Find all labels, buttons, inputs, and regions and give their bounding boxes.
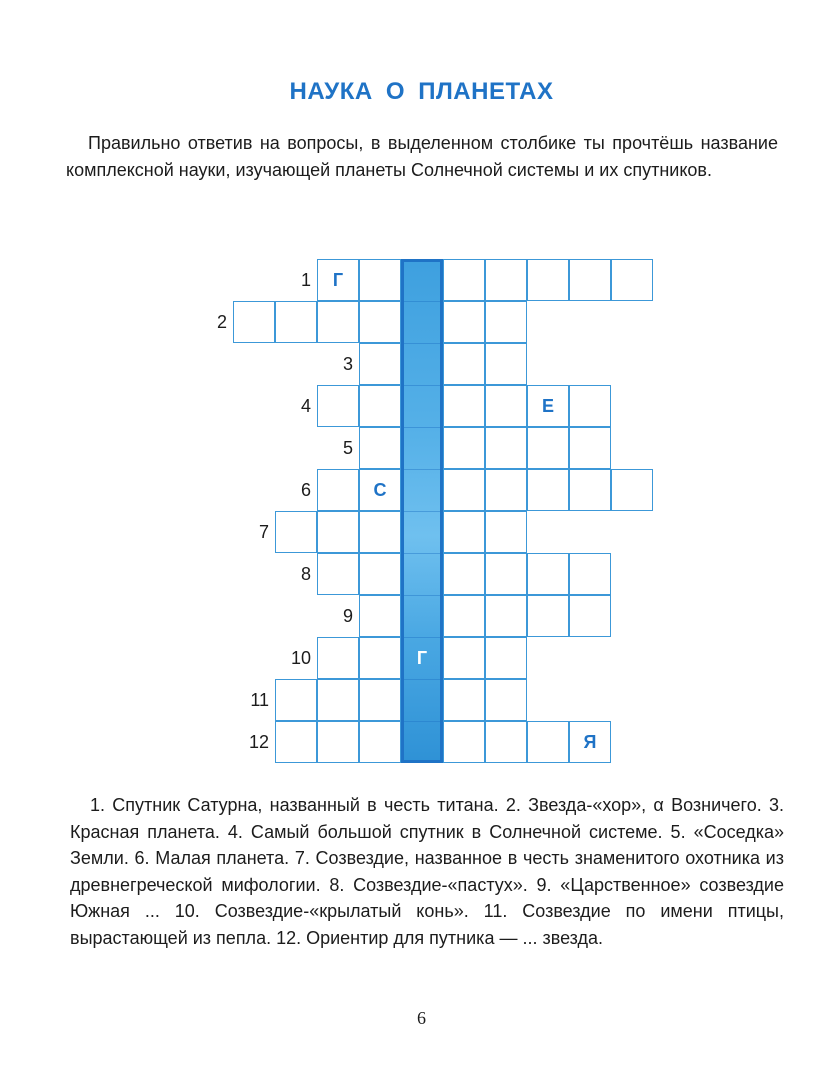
crossword-cell[interactable]: [443, 301, 485, 343]
crossword-cell[interactable]: [569, 595, 611, 637]
crossword-cell[interactable]: [359, 637, 401, 679]
crossword-cell[interactable]: [485, 511, 527, 553]
crossword-cell[interactable]: [569, 385, 611, 427]
row-number-12: 12: [248, 732, 269, 752]
crossword-cell[interactable]: [527, 469, 569, 511]
crossword-cell[interactable]: [569, 427, 611, 469]
row-number-10: 10: [290, 648, 311, 668]
crossword-cell[interactable]: [443, 343, 485, 385]
crossword-cell[interactable]: [443, 637, 485, 679]
column-divider: [401, 511, 443, 512]
crossword-cell[interactable]: [317, 385, 359, 427]
column-divider: [401, 721, 443, 722]
page-title: НАУКА О ПЛАНЕТАХ: [289, 78, 554, 105]
crossword-cell[interactable]: [359, 511, 401, 553]
crossword-cell[interactable]: [485, 679, 527, 721]
row-number-7: 7: [258, 522, 269, 542]
crossword-cell[interactable]: [527, 427, 569, 469]
crossword-cell[interactable]: [485, 427, 527, 469]
crossword-cell[interactable]: [443, 553, 485, 595]
crossword-letter: Г: [332, 270, 344, 290]
crossword-cell[interactable]: [317, 721, 359, 763]
crossword-cell[interactable]: [443, 469, 485, 511]
crossword-cell[interactable]: [485, 595, 527, 637]
crossword-cell[interactable]: [485, 259, 527, 301]
row-number-6: 6: [300, 480, 311, 500]
crossword-cell[interactable]: [569, 259, 611, 301]
crossword-cell[interactable]: [527, 721, 569, 763]
row-number-2: 2: [216, 312, 227, 332]
crossword-letter: С: [373, 480, 387, 500]
column-divider: [401, 385, 443, 386]
crossword-cell[interactable]: [443, 595, 485, 637]
crossword-cell[interactable]: [485, 553, 527, 595]
crossword-cell[interactable]: [359, 553, 401, 595]
crossword-cell[interactable]: [527, 595, 569, 637]
row-number-4: 4: [300, 396, 311, 416]
row-number-1: 1: [300, 270, 311, 290]
column-divider: [401, 469, 443, 470]
crossword-cell[interactable]: [317, 301, 359, 343]
crossword-cell[interactable]: [485, 343, 527, 385]
crossword-cell[interactable]: [485, 301, 527, 343]
column-divider: [401, 343, 443, 344]
crossword-cell[interactable]: [443, 511, 485, 553]
crossword-cell[interactable]: [485, 721, 527, 763]
column-divider: [401, 679, 443, 680]
crossword-cell[interactable]: [317, 553, 359, 595]
crossword-cell[interactable]: [359, 259, 401, 301]
crossword-cell[interactable]: [275, 301, 317, 343]
crossword-cell[interactable]: [359, 385, 401, 427]
crossword-cell[interactable]: [527, 259, 569, 301]
crossword-cell[interactable]: [611, 259, 653, 301]
crossword-cell[interactable]: [359, 301, 401, 343]
crossword-cell[interactable]: [359, 595, 401, 637]
crossword-cell[interactable]: [359, 679, 401, 721]
crossword-cell[interactable]: [359, 721, 401, 763]
column-divider: [401, 427, 443, 428]
row-number-5: 5: [342, 438, 353, 458]
row-number-8: 8: [300, 564, 311, 584]
crossword-cell[interactable]: [317, 511, 359, 553]
crossword-cell[interactable]: [359, 427, 401, 469]
crossword-cell[interactable]: [359, 343, 401, 385]
crossword-cell[interactable]: [233, 301, 275, 343]
crossword-cell[interactable]: [485, 385, 527, 427]
intro-text: Правильно ответив на вопросы, в выделенном столбике ты прочтёшь название комплексной науки, изучающей планеты Солнечной системы и их спутников.: [66, 133, 778, 180]
crossword-cell[interactable]: [443, 259, 485, 301]
row-number-11: 11: [250, 690, 269, 710]
crossword-cell[interactable]: [275, 721, 317, 763]
crossword-cell[interactable]: [485, 469, 527, 511]
crossword-cell[interactable]: [527, 553, 569, 595]
column-divider: [401, 553, 443, 554]
crossword-cell[interactable]: [443, 427, 485, 469]
page-number: 6: [417, 1008, 426, 1028]
crossword-cell[interactable]: [443, 385, 485, 427]
crossword-cell[interactable]: [317, 637, 359, 679]
crossword-cell[interactable]: [443, 721, 485, 763]
crossword-cell[interactable]: [569, 469, 611, 511]
crossword-letter: Я: [583, 732, 597, 752]
crossword-cell[interactable]: [275, 511, 317, 553]
crossword-cell[interactable]: [443, 679, 485, 721]
crossword-cell[interactable]: [485, 637, 527, 679]
crossword-cell[interactable]: [317, 679, 359, 721]
column-divider: [401, 301, 443, 302]
crossword-cell[interactable]: [275, 679, 317, 721]
column-divider: [401, 595, 443, 596]
row-number-3: 3: [342, 354, 353, 374]
row-number-9: 9: [342, 606, 353, 626]
crossword-letter: Г: [416, 648, 428, 668]
crossword-cell[interactable]: [611, 469, 653, 511]
crossword-cell[interactable]: [317, 469, 359, 511]
crossword-cell[interactable]: [569, 553, 611, 595]
crossword-letter: Е: [541, 396, 554, 416]
clues-text: 1. Спутник Сатурна, названный в честь титана. 2. Звезда-«хор», α Возничего. 3. Красная планета. 4. Самый большой спутник в Солнечной системе. 5. «Соседка» Земли. 6. Малая планета. 7. Созвездие, названное в честь знаменитого охотника из древнегреческой мифологии. 8. Созвездие-«пастух». 9. «Царственное» созвездие Южная ... 10. Созвездие-«крылатый конь». 11. Созвездие по имени птицы, вырастающей из пепла. 12. Ориентир для путника — ... звезда.: [70, 795, 784, 948]
